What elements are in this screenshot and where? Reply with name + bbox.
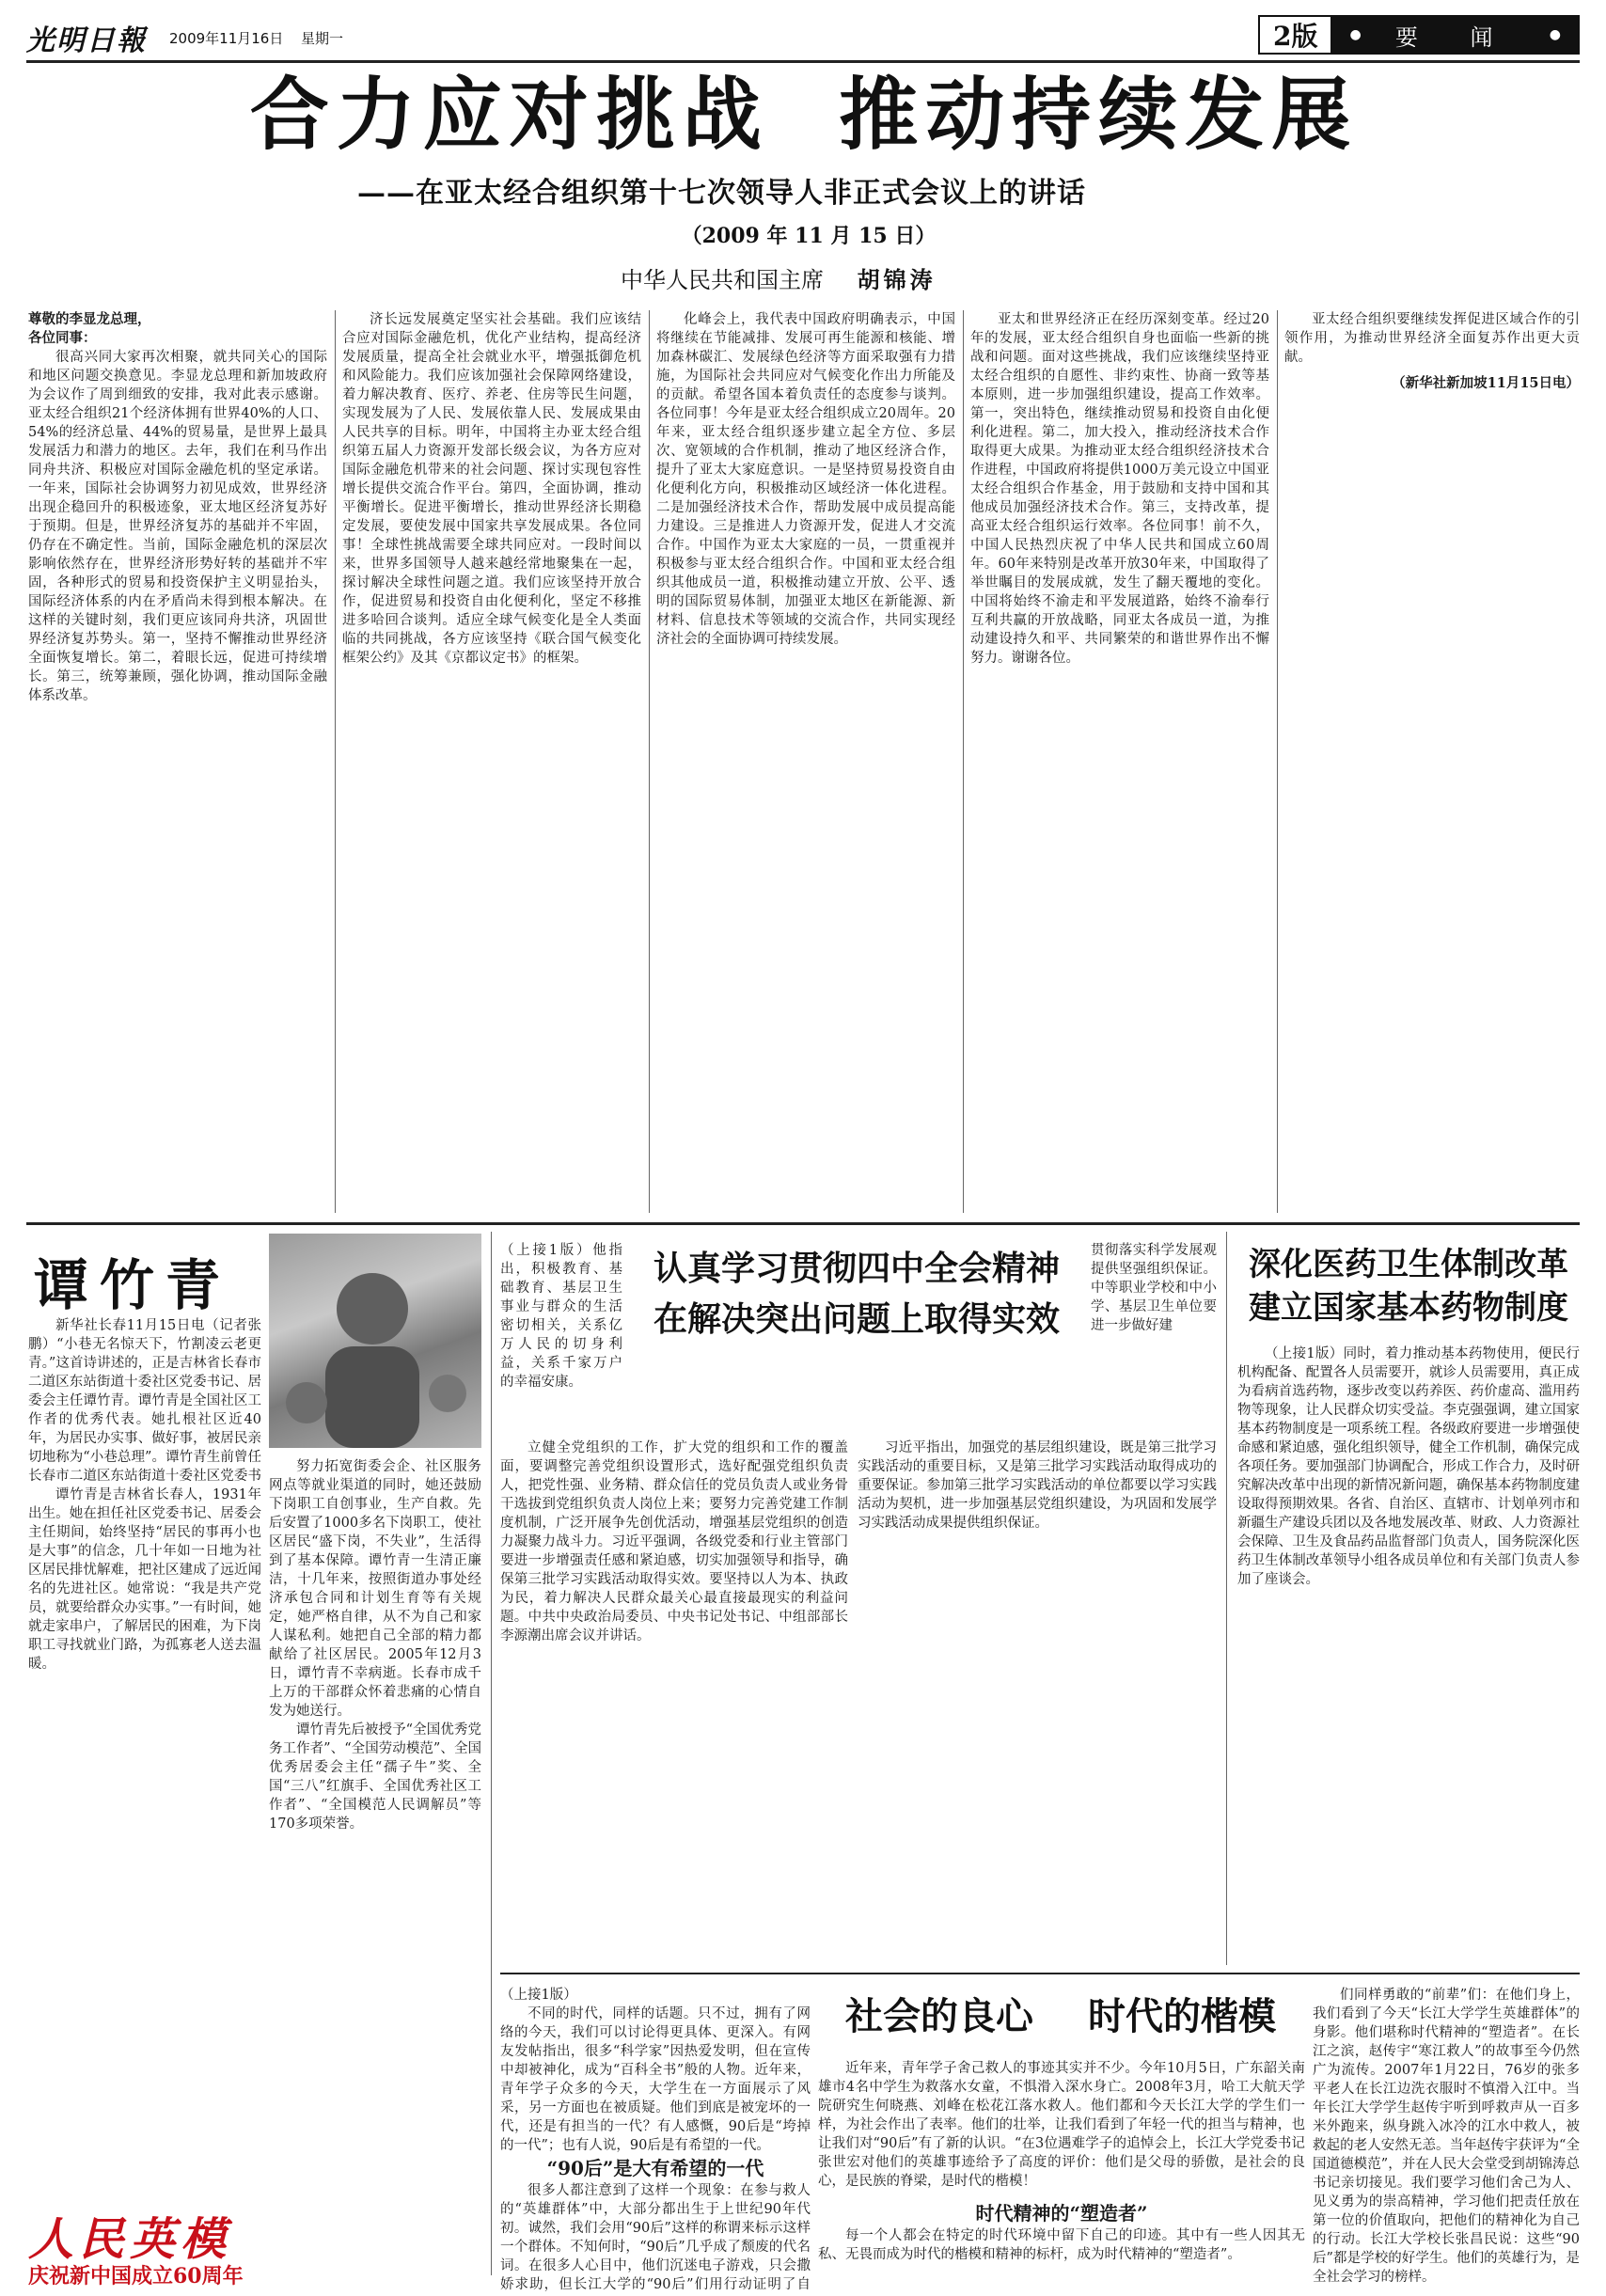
medical-body: （上接1版）同时，着力推动基本药物使用，便民行机构配备、配置各人员需要开，就诊人员需要用，真正成为看病首选药物，逐步改变以药养医、药价虚高、滥用药物等现象，让人民群众切实受益。李克强强调，建立国家基本药物制度是一项系统工程。各级政府要进一步增强使命感和紧迫感，强化组织领导，健全工作机制，确保完成各项任务。要加强部门协调配合，形成工作合力，及时研究解决改革中出现的新情况新问题，确保基本药物制度建设取得预期效果。各省、自治区、直辖市、计划单列市和新疆生产建设兵团以及各地发展改革、财政、人力资源社会保障、卫生及食品药品监督部门负责人，国务院深化医药卫生体制改革领导小组各成员单位和有关部门负责人参加了座谈会。 — [1237, 1346, 1580, 1587]
lead-column-4 — [970, 310, 1269, 1213]
middle-side: 贯彻落实科学发展观提供坚强组织保证。中等职业学校和中小学、基层卫生单位要进一步做好建 — [1091, 1243, 1217, 1333]
tan-col-b — [269, 1457, 481, 2219]
medical-title-line-2: 建立国家基本药物制度 — [1249, 1289, 1568, 1327]
medical-title-line-1: 深化医药卫生体制改革 — [1249, 1246, 1568, 1283]
column-divider — [1277, 310, 1278, 1213]
lead-subtitle: ——在亚太经合组织第十七次领导人非正式会议上的讲话 — [357, 177, 1086, 210]
lead-headline: 合力应对挑战 推动持续发展 — [249, 68, 1359, 161]
people-model-banner — [28, 2215, 310, 2290]
page-label-box — [1258, 15, 1580, 55]
model-col-left — [500, 1986, 811, 2291]
model-intro: 不同的时代，同样的话题。只不过，拥有了网络的今天，我们可以讨论得更具体、更深入。有网友发帖指出，很多“科学家”因热爱发明，但在宣传中却被神化，成为“百科全书”般的人物。近年来，青年学子众多的今天，大学生在一方面展示了风采，另一方面也在被质疑。他们到底是被宠坏的一代，还是有担当的一代？有人感慨，90后是“垮掉的一代”；也有人说，90后是有希望的一代。 — [500, 2006, 811, 2153]
middle-col-right — [858, 1439, 1217, 1965]
lead-column-2 — [342, 310, 641, 1213]
model-col-mid-text: 近年来，青年学子舍己救人的事迹其实并不少。今年10月5日，广东韶关南雄市4名中学生为救落水女童，不惧滑入深水身亡。2008年3月，哈工大航天学院研究生何晓燕、刘峰在松花江落水救人。他们都和今天长江大学的学生们一样，为社会作出了表率。他们的壮举，让我们看到了年轻一代的担当与精神，也让我们对“90后”有了新的认识。“在3位遇难学子的追悼会上，长江大学党委书记张世宏对他们的英雄事迹给予了高度的评价：他们是父母的骄傲，是社会的良心，是民族的脊梁，是时代的楷模！ — [818, 2061, 1305, 2189]
model-title-right: 时代的楷模 — [1087, 1994, 1276, 2038]
middle-body: 立健全党组织的工作，扩大党的组织和工作的覆盖面，要调整完善党组织设置形式，选好配强党组织负责人，把党性强、业务精、群众信任的党员负责人或业务骨干选拔到党组织负责人岗位上来；要努力完善党建工作制度机制，广泛开展争先创优活动，增强基层党组织的创造力凝聚力战斗力。习近平强调，各级党委和行业主管部门要进一步增强责任感和紧迫感，切实加强领导和指导，确保第三批学习实践活动取得实效。要坚持以人为本、执政为民，着力解决人民群众最关心最直接最现实的利益问题。中共中央政治局委员、中央书记处书记、中组部部长李源潮出席会议并讲话。 — [500, 1440, 848, 1643]
author-name: 胡锦涛 — [857, 266, 937, 293]
lead-column-1 — [28, 310, 327, 1213]
model-subhead-1: “90后”是大有希望的一代 — [546, 2157, 764, 2179]
salutation: 尊敬的李显龙总理， — [28, 311, 151, 327]
bullet-icon: ● — [1549, 27, 1561, 42]
news-source: （新华社新加坡11月15日电） — [1392, 375, 1580, 391]
column-divider — [1226, 1232, 1227, 1965]
section-label: 要 闻 — [1394, 24, 1516, 51]
section-rule — [26, 1222, 1580, 1225]
model-sub-body-2: 每一个人都会在特定的时代环境中留下自己的印迹。其中有一些人因其无私、无畏而成为时代的楷模和精神的标杆，成为时代精神的“塑造者”。 — [818, 2228, 1305, 2262]
lead-date-line: （2009 年 11 月 15 日） — [681, 224, 937, 248]
issue-date: 2009年11月16日 — [169, 30, 284, 47]
tan-title: 谭竹青 — [34, 1253, 232, 1317]
model-sub-body-1: 很多人都注意到了这样一个现象：在参与救人的“英雄群体”中，大部分都出生于上世纪90年代初。诚然，我们会用“90后”这样的称谓来标示这样一个群体。不知何时，“90后”几乎成了颓废的代名词。在很多人心目中，他们沉迷电子游戏，只会撒娇求助，但长江大学的“90后”们用行动证明了自 — [500, 2183, 811, 2291]
issue-weekday: 星期一 — [301, 30, 344, 47]
middle-lead-text — [500, 1241, 622, 1429]
model-title-left: 社会的良心 — [845, 1994, 1034, 2038]
middle-lead: （上接1版）他指出，积极教育、基础教育、基层卫生事业与群众的生活密切相关，关系亿万人民的切身利益，关系千家万户的幸福安康。 — [500, 1243, 622, 1390]
middle-title-line-1: 认真学习贯彻四中全会精神 — [653, 1249, 1060, 1288]
model-subhead-2: 时代精神的“塑造者” — [975, 2202, 1148, 2225]
middle-title-line-2: 在解决突出问题上取得实效 — [653, 1299, 1060, 1339]
author-line — [621, 261, 1110, 294]
column-divider — [335, 310, 336, 1213]
medical-body-col — [1237, 1345, 1580, 1965]
model-lead: （上接1版） — [500, 1988, 577, 2003]
tan-intro — [28, 1316, 261, 1486]
masthead — [26, 13, 1580, 60]
medical-headline — [1237, 1243, 1580, 1329]
column-divider — [963, 310, 964, 1213]
section-rule — [500, 1973, 1580, 1974]
column-divider — [491, 1232, 492, 2275]
author-title: 中华人民共和国主席 — [621, 267, 824, 293]
middle-col-left — [500, 1439, 848, 1965]
lead-col3-text: 化峰会上，我代表中国政府明确表示，中国将继续在节能减排、发展可再生能源和核能、增加森林碳汇、发展绿色经济等方面采取强有力措施，为国际社会共同应对气候变化作出力所能及的贡献。希望各国本着负责任的态度参与谈判。各位同事！今年是亚太经合组织成立20周年。20年来，亚太经合组织逐步建立起全方位、多层次、宽领域的合作机制，推动了地区经济合作，提升了亚太大家庭意识。一是坚持贸易投资自由化便利化方向，积极推动区域经济一体化进程。二是加强经济技术合作，帮助发展中成员提高能力建设。三是推进人力资源开发，促进人才交流合作。中国作为亚太大家庭的一员，一贯重视并积极参与亚太经合组织合作。中国和亚太经合组织其他成员一道，积极推动建立开放、公平、透明的国际贸易体制，加强亚太地区在新能源、新材料、信息技术等领域的交流合作，共同实现经济社会的全面协调可持续发展。 — [656, 312, 955, 647]
tan-col-a — [28, 1486, 261, 2228]
tan-body-a: 谭竹青是吉林省长春人，1931年出生。她在担任社区党委书记、居委会主任期间，始终坚持“居民的事再小也是大事”的信念，几十年如一日地为社区居民排忧解难，把社区建成了远近闻名的先进社区。她常说：“我是共产党员，就要给群众办实事。”一有时间，她就走家串户，了解居民的困难，为下岗职工寻找就业门路，为孤寡老人送去温暖。 — [28, 1487, 261, 1672]
lead-col1-text: 很高兴同大家再次相聚，就共同关心的国际和地区问题交换意见。李显龙总理和新加坡政府为会议作了周到细致的安排，我对此表示感谢。亚太经合组织21个经济体拥有世界40%的人口、54%的经济总量、44%的贸易量，是世界上最具发展活力和潜力的地区。去年，我们在利马作出同舟共济、积极应对国际金融危机的坚定承诺。一年来，国际社会协调努力初见成效，世界经济出现企稳回升的积极迹象，亚太地区经济复苏好于预期。但是，世界经济复苏的基础并不牢固，仍存在不确定性。当前，国际金融危机的深层次影响依然存在，世界经济形势好转的基础并不牢固，各种形式的贸易和投资保护主义明显抬头，国际经济体系的内在矛盾尚未得到根本解决。在这样的关键时刻，我们更应该同舟共济，巩固世界经济复苏势头。第一，坚持不懈推动世界经济全面恢复增长。第二，着眼长远，促进可持续增长。第三，统筹兼顾，强化协调，推动国际金融体系改革。 — [28, 350, 327, 703]
newspaper-logo: 光明日報 — [26, 24, 147, 57]
banner-subtitle: 庆祝新中国成立60周年 — [28, 2264, 244, 2288]
middle-body-2: 习近平指出，加强党的基层组织建设，既是第三批学习实践活动的重要目标，又是第三批学习实践活动取得成功的重要保证。参加第三批学习实践活动的单位都要以学习实践活动为契机，进一步加强基层党组织建设，为巩固和发展学习实践活动成果提供组织保证。 — [858, 1440, 1217, 1531]
lead-column-5 — [1284, 310, 1580, 1213]
tan-body-b: 努力拓宽街委会企、社区服务网点等就业渠道的同时，她还鼓励下岗职工自创事业，生产自救。先后安置了1000多名下岗职工，使社区居民“盛下岗，不失业”，生活得到了基本保障。谭竹青一生清正廉洁，十几年来，按照街道办事处经济承包合同和计划生育等有关规定，她严格自律，从不为自己和家人谋私利。她把自己全部的精力都献给了社区居民。2005年12月3日，谭竹青不幸病逝。长春市成千上万的干部群众怀着悲痛的心情自发为她送行。 — [269, 1459, 481, 1719]
lead-col4-text: 亚太和世界经济正在经历深刻变革。经过20年的发展，亚太经合组织自身也面临一些新的挑战和问题。面对这些挑战，我们应该继续坚持亚太经合组织的自愿性、非约束性、协商一致等基本原则，进一步加强组织建设，提高工作效率。第一，突出特色，继续推动贸易和投资自由化便利化进程。第二，加大投入，推动经济技术合作取得更大成果。为推动亚太经合组织经济技术合作进程，中国政府将提供1000万美元设立中国亚太经合组织合作基金，用于鼓励和支持中国和其他成员加强经济技术合作。第三，支持改革，提高亚太经合组织运行效率。各位同事！前不久，中国人民热烈庆祝了中华人民共和国成立60周年。60年来特别是改革开放30年来，中国取得了举世瞩目的发展成就，发生了翻天覆地的变化。中国将始终不渝走和平发展道路，始终不渝奉行互利共赢的开放战略，同亚太各成员一道，为推动建设持久和平、共同繁荣的和谐世界作出不懈努力。谢谢各位。 — [970, 312, 1269, 666]
model-col-right — [1313, 1986, 1580, 2291]
model-col-right-text: 们同样勇敢的“前辈”们：在他们身上，我们看到了今天“长江大学学生英雄群体”的身影。他们堪称时代精神的“塑造者”。在长江之滨，赵传宇“寒江救人”的故事至今仍然广为流传。2007年1月22日，76岁的张多平老人在长江边洗衣服时不慎滑入江中。当年长江大学学生赵传宇听到呼救声从一百多米外跑来，纵身跳入冰冷的江水中救人，被救起的老人安然无恙。当年赵传宇获评为“全国道德模范”，并在人民大会堂受到胡锦涛总书记亲切接见。我们要学习他们舍己为人、见义勇为的崇高精神，学习他们把责任放在第一位的价值取向，把他们的精神化为自己的行动。长江大学校长张昌民说：这些“90后”都是学校的好学生。他们的英雄行为，是全社会学习的榜样。 — [1313, 1988, 1580, 2285]
page-number: 2版 — [1260, 17, 1332, 53]
tan-body-c: 谭竹青先后被授予“全国优秀党务工作者”、“全国劳动模范”、全国优秀居委会主任“孺子牛”奖、全国“三八”红旗手、全国优秀社区工作者”、“全国模范人民调解员”等170多项荣誉。 — [269, 1722, 481, 1832]
salutation-2: 各位同事： — [28, 330, 97, 346]
portrait-icon — [269, 1234, 481, 1448]
lead-col2-text: 济长远发展奠定坚实社会基础。我们应该结合应对国际金融危机，优化产业结构，提高经济发展质量，提高全社会就业水平，增强抵御危机和风险能力。我们应该加强社会保障网络建设，着力解决教育、医疗、养老、住房等民生问题，实现发展为了人民、发展依靠人民、发展成果由人民共享的目标。明年，中国将主办亚太经合组织第五届人力资源开发部长级会议，为各方应对国际金融危机带来的社会问题、探讨实现包容性增长提供交流合作平台。第四，全面协调，推动平衡增长。促进平衡增长，推动世界经济长期稳定发展，要使发展中国家共享发展成果。各位同事！全球性挑战需要全球共同应对。一段时间以来，世界多国领导人越来越经常地聚集在一起，探讨解决全球性问题之道。我们应该坚持开放合作，促进贸易和投资自由化便利化，坚定不移推进多哈回合谈判。适应全球气候变化是全人类面临的共同挑战，各方应该坚持《联合国气候变化框架公约》及其《京都议定书》的框架。 — [342, 312, 641, 666]
banner-title: 人民英模 — [28, 2213, 232, 2266]
section-name — [1332, 17, 1578, 53]
lead-col4-continued: 亚太经合组织要继续发挥促进区域合作的引领作用，为推动世界经济全面复苏作出更大贡献。 — [1284, 312, 1580, 365]
lead-column-3 — [656, 310, 955, 1213]
column-divider — [649, 310, 650, 1213]
tan-intro-text: 新华社长春11月15日电（记者张鹏）“小巷无名惊天下，竹割凌云老更青。”这首诗讲述的，正是吉林省长春市二道区东站街道十委社区党委书记、居委会主任谭竹青。谭竹青是全国社区工作者的优秀代表。她扎根社区近40年，为居民办实事、做好事，被居民亲切地称为“小巷总理”。谭竹青生前曾任长春市二道区东站街道十委社区党委书 — [28, 1318, 261, 1484]
tan-photo — [269, 1234, 481, 1448]
bullet-icon: ● — [1349, 27, 1362, 42]
masthead-rule — [26, 60, 1580, 63]
middle-headline — [628, 1247, 1085, 1341]
middle-side-text — [1091, 1241, 1217, 1429]
model-headline — [816, 1993, 1305, 2040]
model-col-mid — [818, 2059, 1305, 2291]
